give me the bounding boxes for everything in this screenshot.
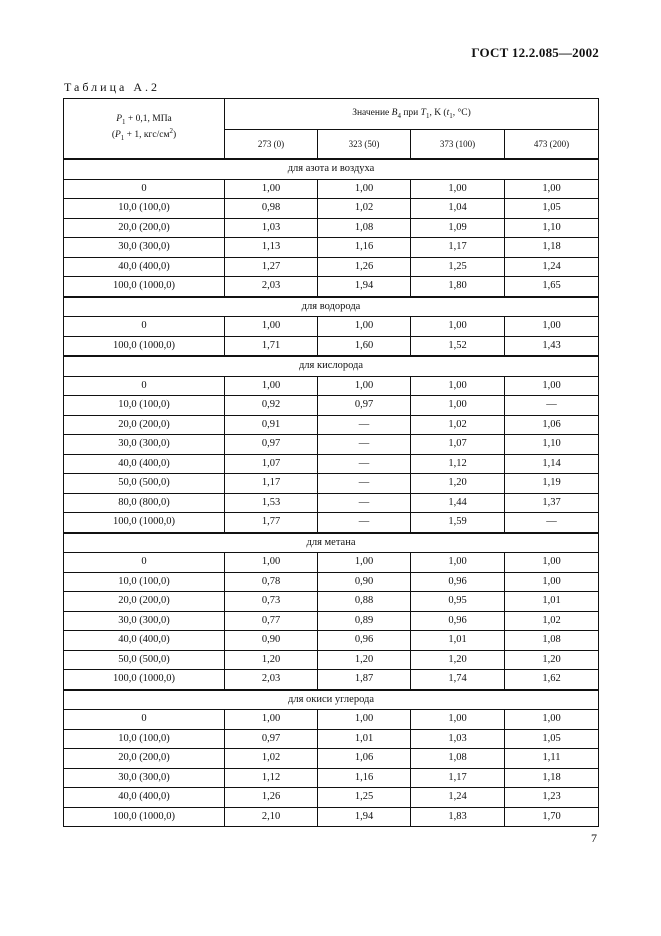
value-cell: 1,10 [505, 218, 599, 238]
table-row [64, 650, 599, 670]
pressure-cell: 20,0 (200,0) [64, 415, 225, 435]
value-cell: 1,16 [318, 238, 411, 258]
table-row [64, 729, 599, 749]
value-cell: — [318, 415, 411, 435]
value-cell: 0,73 [225, 592, 318, 612]
value-cell: 0,96 [411, 572, 505, 592]
value-cell: 1,16 [318, 768, 411, 788]
section-title: для водорода [64, 297, 599, 317]
pressure-cell: 20,0 (200,0) [64, 592, 225, 612]
value-cell: 0,89 [318, 611, 411, 631]
value-cell: 1,26 [225, 788, 318, 808]
value-cell: 0,88 [318, 592, 411, 612]
value-cell: 1,43 [505, 336, 599, 356]
value-cell: 1,00 [411, 553, 505, 573]
value-cell: 1,00 [505, 710, 599, 730]
value-cell: 1,27 [225, 257, 318, 277]
section-title: для кислорода [64, 356, 599, 376]
value-cell: 1,00 [225, 710, 318, 730]
value-cell: 1,00 [225, 317, 318, 337]
value-cell: 1,19 [505, 474, 599, 494]
value-cell: 1,87 [318, 670, 411, 690]
table-row [64, 710, 599, 730]
pressure-cell: 0 [64, 553, 225, 573]
value-cell: 1,07 [411, 435, 505, 455]
table-row [64, 788, 599, 808]
value-cell: 1,02 [225, 749, 318, 769]
value-cell: 1,59 [411, 513, 505, 533]
value-cell: 1,17 [225, 474, 318, 494]
pressure-cell: 100,0 (1000,0) [64, 277, 225, 297]
coefficient-table [63, 98, 599, 827]
table-row [64, 376, 599, 396]
value-cell: 1,37 [505, 493, 599, 513]
pressure-cell: 20,0 (200,0) [64, 218, 225, 238]
value-cell: 1,77 [225, 513, 318, 533]
value-cell: 1,03 [411, 729, 505, 749]
table-row [64, 611, 599, 631]
pressure-cell: 40,0 (400,0) [64, 454, 225, 474]
pressure-header-line1: $P_1 + 0,1$, МПа [116, 114, 172, 127]
value-cell: 0,92 [225, 396, 318, 416]
value-cell: 1,00 [318, 317, 411, 337]
value-cell: 1,08 [505, 631, 599, 651]
table-row [64, 670, 599, 690]
value-cell: 1,00 [505, 179, 599, 199]
value-cell: 2,10 [225, 807, 318, 827]
value-cell: — [505, 396, 599, 416]
value-cell: 1,80 [411, 277, 505, 297]
value-cell: 1,01 [411, 631, 505, 651]
section-header-row [64, 690, 599, 710]
value-cell: 1,14 [505, 454, 599, 474]
value-cell: 1,20 [505, 650, 599, 670]
pressure-cell: 50,0 (500,0) [64, 474, 225, 494]
table-row [64, 631, 599, 651]
value-cell: 1,00 [505, 376, 599, 396]
value-cell: 1,12 [411, 454, 505, 474]
value-cell: 1,06 [505, 415, 599, 435]
value-cell: 1,74 [411, 670, 505, 690]
value-cell: — [318, 513, 411, 533]
table-row [64, 474, 599, 494]
pressure-cell: 100,0 (1000,0) [64, 336, 225, 356]
pressure-cell: 20,0 (200,0) [64, 749, 225, 769]
value-cell: 1,24 [411, 788, 505, 808]
pressure-cell: 10,0 (100,0) [64, 396, 225, 416]
table-row [64, 415, 599, 435]
value-cell: 1,17 [411, 768, 505, 788]
table-row [64, 218, 599, 238]
value-cell: 1,94 [318, 807, 411, 827]
value-cell: 1,00 [411, 179, 505, 199]
standard-designation: ГОСТ 12.2.085—2002 [471, 45, 599, 60]
pressure-cell: 40,0 (400,0) [64, 257, 225, 277]
value-cell: 1,25 [411, 257, 505, 277]
value-cell: 2,03 [225, 670, 318, 690]
value-cell: 1,00 [318, 376, 411, 396]
table-row [64, 768, 599, 788]
temperature-column-header: 273 (0) [225, 130, 318, 160]
value-cell: 1,00 [411, 710, 505, 730]
value-cell: 1,23 [505, 788, 599, 808]
value-cell: 1,20 [411, 650, 505, 670]
value-cell: 0,96 [318, 631, 411, 651]
value-cell: 1,00 [411, 376, 505, 396]
table-row [64, 396, 599, 416]
table-row [64, 336, 599, 356]
value-cell: 1,08 [318, 218, 411, 238]
value-cell: 0,78 [225, 572, 318, 592]
page-number: 7 [591, 831, 597, 845]
value-cell: 1,20 [225, 650, 318, 670]
value-cell: — [318, 435, 411, 455]
value-cell: 1,65 [505, 277, 599, 297]
pressure-cell: 30,0 (300,0) [64, 768, 225, 788]
value-cell: 0,77 [225, 611, 318, 631]
value-cell: 1,02 [411, 415, 505, 435]
section-title: для окиси углерода [64, 690, 599, 710]
value-cell: 1,20 [318, 650, 411, 670]
value-cell: 1,03 [225, 218, 318, 238]
table-row [64, 553, 599, 573]
pressure-column-header [64, 99, 225, 160]
value-cell: 1,52 [411, 336, 505, 356]
pressure-cell: 100,0 (1000,0) [64, 807, 225, 827]
value-cell: 0,97 [318, 396, 411, 416]
temperature-column-header: 473 (200) [505, 130, 599, 160]
value-cell: — [318, 474, 411, 494]
table-body [64, 159, 599, 827]
pressure-cell: 10,0 (100,0) [64, 729, 225, 749]
pressure-cell: 0 [64, 317, 225, 337]
value-cell: 1,09 [411, 218, 505, 238]
value-cell: 0,97 [225, 729, 318, 749]
value-cell: 1,00 [505, 317, 599, 337]
value-cell: 0,95 [411, 592, 505, 612]
value-cell: 1,13 [225, 238, 318, 258]
table-row [64, 277, 599, 297]
value-cell: 1,00 [225, 179, 318, 199]
pressure-cell: 30,0 (300,0) [64, 435, 225, 455]
section-header-row [64, 356, 599, 376]
table-row [64, 749, 599, 769]
pressure-cell: 40,0 (400,0) [64, 788, 225, 808]
pressure-cell: 100,0 (1000,0) [64, 670, 225, 690]
value-cell: 1,02 [505, 611, 599, 631]
value-cell: 1,00 [505, 572, 599, 592]
section-header-row [64, 297, 599, 317]
table-row [64, 435, 599, 455]
value-cell: 1,00 [225, 376, 318, 396]
table-row [64, 454, 599, 474]
value-cell: 1,00 [225, 553, 318, 573]
table-row [64, 513, 599, 533]
section-title: для азота и воздуха [64, 159, 599, 179]
value-cell: 1,05 [505, 199, 599, 219]
value-cell: 2,03 [225, 277, 318, 297]
value-cell: 0,90 [318, 572, 411, 592]
table-row [64, 238, 599, 258]
value-cell: 1,18 [505, 238, 599, 258]
value-cell: 0,98 [225, 199, 318, 219]
value-cell: 1,70 [505, 807, 599, 827]
table-row [64, 317, 599, 337]
value-cell: 1,20 [411, 474, 505, 494]
section-header-row [64, 159, 599, 179]
value-cell: 1,26 [318, 257, 411, 277]
value-cell: 1,24 [505, 257, 599, 277]
pressure-cell: 0 [64, 710, 225, 730]
value-cell: 1,05 [505, 729, 599, 749]
pressure-cell: 40,0 (400,0) [64, 631, 225, 651]
value-cell: 1,10 [505, 435, 599, 455]
value-cell: 1,60 [318, 336, 411, 356]
table-row [64, 807, 599, 827]
value-cell: 1,53 [225, 493, 318, 513]
value-cell: 1,44 [411, 493, 505, 513]
value-cell: 1,02 [318, 199, 411, 219]
value-group-header: Значение $B_4$ при $T_1$, K ($t_1$, °С) [225, 99, 599, 130]
value-cell: 1,04 [411, 199, 505, 219]
value-cell: 1,25 [318, 788, 411, 808]
value-cell: 1,01 [318, 729, 411, 749]
table-row [64, 179, 599, 199]
value-cell: 1,01 [505, 592, 599, 612]
table-row [64, 199, 599, 219]
pressure-cell: 80,0 (800,0) [64, 493, 225, 513]
value-cell: 1,07 [225, 454, 318, 474]
value-cell: 1,08 [411, 749, 505, 769]
value-cell: — [318, 493, 411, 513]
pressure-cell: 30,0 (300,0) [64, 238, 225, 258]
temperature-column-header: 373 (100) [411, 130, 505, 160]
pressure-cell: 10,0 (100,0) [64, 572, 225, 592]
value-cell: 0,97 [225, 435, 318, 455]
value-cell: 1,94 [318, 277, 411, 297]
pressure-cell: 10,0 (100,0) [64, 199, 225, 219]
pressure-cell: 50,0 (500,0) [64, 650, 225, 670]
value-cell: 0,96 [411, 611, 505, 631]
value-cell: 1,00 [505, 553, 599, 573]
table-row [64, 493, 599, 513]
section-header-row [64, 533, 599, 553]
value-cell: 1,00 [411, 396, 505, 416]
temperature-column-header: 323 (50) [318, 130, 411, 160]
table-row [64, 257, 599, 277]
value-cell: 1,62 [505, 670, 599, 690]
table-row [64, 592, 599, 612]
section-title: для метана [64, 533, 599, 553]
value-cell: 0,90 [225, 631, 318, 651]
value-cell: — [505, 513, 599, 533]
value-cell: 1,12 [225, 768, 318, 788]
value-cell: 1,00 [318, 553, 411, 573]
value-cell: — [318, 454, 411, 474]
value-cell: 1,11 [505, 749, 599, 769]
pressure-cell: 100,0 (1000,0) [64, 513, 225, 533]
pressure-cell: 30,0 (300,0) [64, 611, 225, 631]
pressure-header-line2: ($P_1 + 1$, кгс/$см^2$) [111, 127, 177, 143]
pressure-cell: 0 [64, 179, 225, 199]
value-cell: 1,00 [318, 710, 411, 730]
value-cell: 1,71 [225, 336, 318, 356]
value-cell: 1,17 [411, 238, 505, 258]
pressure-cell: 0 [64, 376, 225, 396]
value-cell: 1,06 [318, 749, 411, 769]
value-cell: 1,18 [505, 768, 599, 788]
table-row [64, 572, 599, 592]
value-cell: 0,91 [225, 415, 318, 435]
value-cell: 1,00 [318, 179, 411, 199]
table-title: Таблица А.2 [64, 80, 160, 94]
value-cell: 1,00 [411, 317, 505, 337]
value-cell: 1,83 [411, 807, 505, 827]
